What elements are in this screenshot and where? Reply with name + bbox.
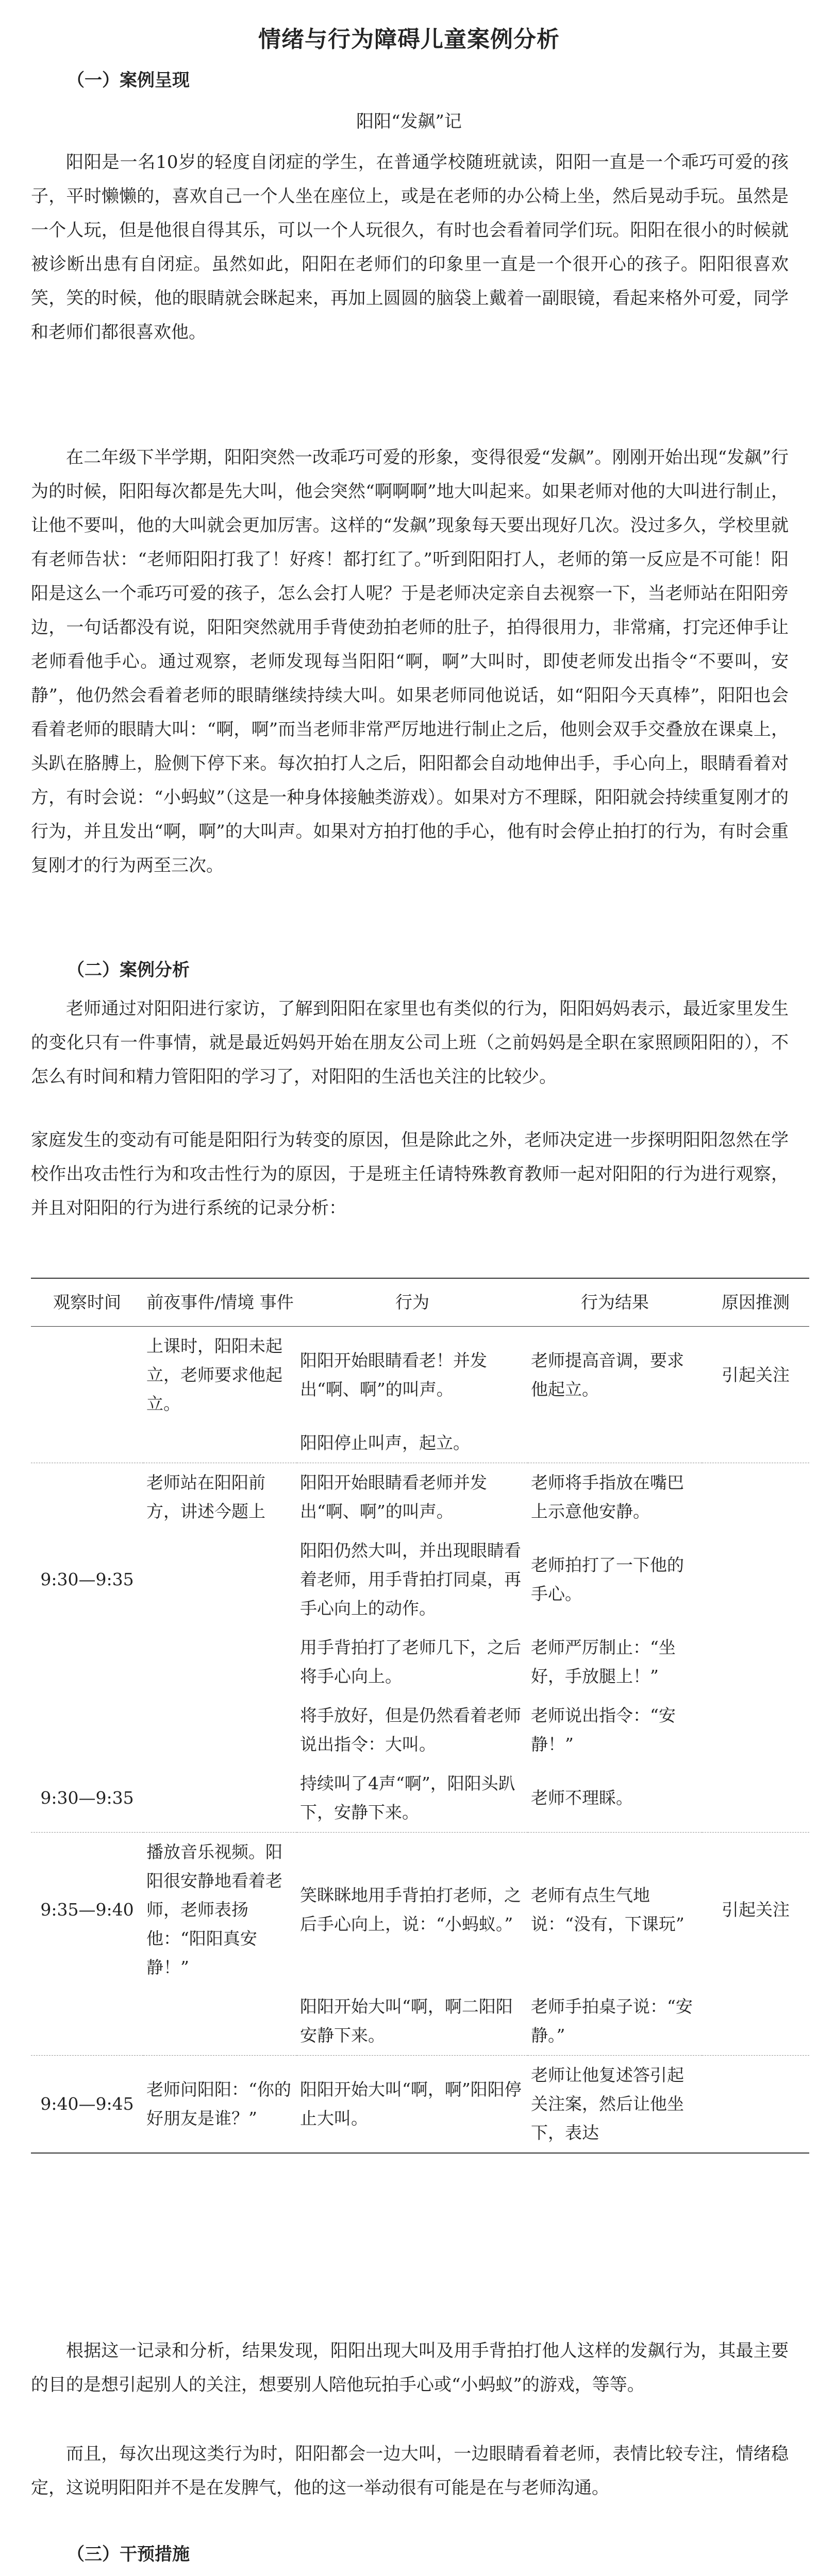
cell-antecedent xyxy=(143,1531,297,1628)
cell-antecedent xyxy=(143,1987,297,2056)
cell-antecedent: 老师问阳阳：“你的好朋友是谁？” xyxy=(143,2056,297,2154)
cell-consequence: 老师不理睬。 xyxy=(531,1788,633,1808)
cell-time: 9:30—9:35 xyxy=(40,1788,134,1808)
cell-time xyxy=(31,1463,143,1532)
cell-time xyxy=(31,1987,143,2056)
section-heading-analysis: （二）案例分析 xyxy=(67,960,190,980)
cell-consequence: 老师将手指放在嘴巴上示意他安静。 xyxy=(528,1463,702,1532)
table-header-row xyxy=(31,1278,809,1327)
cell-antecedent: 播放音乐视频。阳阳很安静地看着老师，老师表扬他：“阳阳真安静！” xyxy=(143,1833,297,1988)
cell-cause xyxy=(702,1531,809,1628)
cell-time: 9:35—9:40 xyxy=(31,1833,143,1988)
section-heading-intervention: （三）干预措施 xyxy=(67,2544,190,2565)
cell-consequence: 老师严厉制止：“坐好，手放腿上！” xyxy=(531,1637,676,1686)
cell-behavior: 阳阳停止叫声，起立。 xyxy=(300,1433,470,1453)
header-behavior: 行为 xyxy=(297,1278,528,1327)
cell-cause: 引起关注 xyxy=(702,1833,809,1988)
case-subtitle: 阳阳“发飙”记 xyxy=(356,111,462,132)
after-table-paragraph-1: 根据这一记录和分析，结果发现，阳阳出现大叫及用手背拍打他人这样的发飙行为，其最主要的目的是想引起别人的关注，想要别人陪他玩拍手心或“小蚂蚁”的游戏，等等。 xyxy=(31,2341,789,2395)
cell-consequence: 老师拍打了一下他的手心。 xyxy=(531,1555,684,1604)
analysis-paragraph-2: 家庭发生的变动有可能是阳阳行为转变的原因，但是除此之外，老师决定进一步探明阳阳忽然在学校作出攻击性行为和攻击性行为的原因，于是班主任请特殊教育教师一起对阳阳的行为进行观察，并且对阳阳的行为进行系统的记录分析： xyxy=(31,1130,789,1218)
cell-behavior: 阳阳开始大叫“啊，啊二阳阳安静下来。 xyxy=(300,1996,513,2045)
table-row xyxy=(31,1531,809,1628)
table-row xyxy=(31,1833,809,1988)
cell-cause xyxy=(702,1764,809,1833)
cell-consequence: 老师提高音调，要求他起立。 xyxy=(528,1327,702,1424)
cell-cause xyxy=(702,1987,809,2056)
cell-time xyxy=(31,1696,143,1764)
cell-cause xyxy=(702,2056,809,2154)
table-row xyxy=(31,1423,809,1463)
analysis-paragraph-1: 老师通过对阳阳进行家访，了解到阳阳在家里也有类似的行为，阳阳妈妈表示，最近家里发生的变化只有一件事情，就是最近妈妈开始在朋友公司上班（之前妈妈是全职在家照顾阳阳的），不怎么有时间和精力管阳阳的学习了，对阳阳的生活也关注的比较少。 xyxy=(31,998,789,1087)
header-observation-time: 观察时间 xyxy=(31,1278,143,1327)
cell-antecedent xyxy=(143,1628,297,1696)
cell-consequence: 老师说出指令：“安静！” xyxy=(531,1705,676,1754)
cell-cause xyxy=(702,1463,809,1532)
cell-antecedent: 老师站在阳阳前方，讲述今题上 xyxy=(143,1463,297,1532)
cell-time: 9:30—9:35 xyxy=(40,1569,134,1589)
cell-antecedent xyxy=(143,1764,297,1833)
table-row xyxy=(31,1327,809,1424)
header-antecedent: 前夜事件/情境 事件 xyxy=(143,1278,297,1327)
cell-time: 9:40—9:45 xyxy=(31,2056,143,2154)
cell-time xyxy=(31,1327,143,1424)
table-row xyxy=(31,1463,809,1532)
table-row xyxy=(31,2056,809,2154)
section-heading-case: （一）案例呈现 xyxy=(67,70,190,91)
cell-cause xyxy=(702,1696,809,1764)
observation-table xyxy=(31,1278,809,2154)
cell-cause xyxy=(702,1423,809,1463)
cell-behavior: 持续叫了4声“啊”，阳阳头趴下，安静下来。 xyxy=(300,1773,515,1822)
document-title: 情绪与行为障碍儿童案例分析 xyxy=(258,26,560,53)
cell-time xyxy=(31,1628,143,1696)
after-table-paragraph-2: 而且，每次出现这类行为时，阳阳都会一边大叫，一边眼睛看着老师，表情比较专注，情绪稳定，这说明阳阳并不是在发脾气，他的这一举动很有可能是在与老师沟通。 xyxy=(31,2444,789,2498)
table-row xyxy=(31,1764,809,1833)
table-row xyxy=(31,1987,809,2056)
cell-consequence: 老师有点生气地说：“没有，下课玩” xyxy=(528,1833,702,1988)
header-consequence: 行为结果 xyxy=(528,1278,702,1327)
cell-cause xyxy=(702,1628,809,1696)
cell-behavior: 阳阳开始眼睛看老师并发出“啊、啊”的叫声。 xyxy=(297,1463,528,1532)
cell-antecedent xyxy=(143,1423,297,1463)
cell-consequence: 老师手拍桌子说：“安静。” xyxy=(531,1996,693,2045)
case-paragraph-1: 阳阳是一名10岁的轻度自闭症的学生，在普通学校随班就读，阳阳一直是一个乖巧可爱的孩子，平时懒懒的，喜欢自己一个人坐在座位上，或是在老师的办公椅上坐，然后晃动手玩。虽然是一个人玩，但是他很自得其乐，可以一个人玩很久，有时也会看着同学们玩。阳阳在很小的时候就被诊断出患有自闭症。虽然如此，阳阳在老师们的印象里一直是一个很开心的孩子。阳阳很喜欢笑，笑的时候，他的眼睛就会眯起来，再加上圆圆的脑袋上戴着一副眼镜，看起来格外可爱，同学和老师们都很喜欢他。 xyxy=(31,152,789,343)
cell-time xyxy=(31,1423,143,1463)
header-cause: 原因推测 xyxy=(702,1278,809,1327)
cell-behavior: 阳阳仍然大叫，并出现眼睛看着老师，用手背拍打同桌，再手心向上的动作。 xyxy=(300,1540,521,1618)
table-row xyxy=(31,1628,809,1696)
table-row xyxy=(31,1696,809,1764)
cell-consequence xyxy=(528,1423,702,1463)
cell-behavior: 阳阳开始眼睛看老！并发出“啊、啊”的叫声。 xyxy=(297,1327,528,1424)
cell-behavior: 笑眯眯地用手背拍打老师，之后手心向上，说：“小蚂蚁。” xyxy=(297,1833,528,1988)
cell-behavior: 阳阳开始大叫“啊，啊”阳阳停止大叫。 xyxy=(297,2056,528,2154)
case-paragraph-2: 在二年级下半学期，阳阳突然一改乖巧可爱的形象，变得很爱“发飙”。刚刚开始出现“发飙”行为的时候，阳阳每次都是先大叫，他会突然“啊啊啊”地大叫起来。如果老师对他的大叫进行制止，让他不要叫，他的大叫就会更加厉害。这样的“发飙”现象每天要出现好几次。没过多久，学校里就有老师告状：“老师阳阳打我了！好疼！都打红了。”听到阳阳打人，老师的第一反应是不可能！阳阳是这么一个乖巧可爱的孩子，怎么会打人呢？于是老师决定亲自去视察一下，当老师站在阳阳旁边，一句话都没有说，阳阳突然就用手背使劲拍老师的肚子，拍得很用力，非常痛，打完还伸手让老师看他手心。通过观察，老师发现每当阳阳“啊，啊”大叫时，即使老师发出指令“不要叫，安静”，他仍然会看着老师的眼睛继续持续大叫。如果老师同他说话，如“阳阳今天真棒”，阳阳也会看着老师的眼睛大叫：“啊，啊”而当老师非常严厉地进行制止之后，他则会双手交叠放在课桌上，头趴在胳膊上，脸侧下停下来。每次拍打人之后，阳阳都会自动地伸出手，手心向上，眼睛看着对方，有时会说：“小蚂蚁”（这是一种身体接触类游戏）。如果对方不理睬，阳阳就会持续重复刚才的行为，并且发出“啊，啊”的大叫声。如果对方拍打他的手心，他有时会停止拍打的行为，有时会重复刚才的行为两至三次。 xyxy=(31,447,789,876)
cell-antecedent: 上课时，阳阳未起立，老师要求他起立。 xyxy=(143,1327,297,1424)
cell-cause: 引起关注 xyxy=(702,1327,809,1424)
cell-antecedent xyxy=(143,1696,297,1764)
cell-consequence: 老师让他复述答引起关注案，然后让他坐下，表达 xyxy=(528,2056,702,2154)
cell-behavior: 用手背拍打了老师几下，之后将手心向上。 xyxy=(300,1637,521,1686)
cell-behavior: 将手放好，但是仍然看着老师说出指令：大叫。 xyxy=(300,1705,521,1754)
